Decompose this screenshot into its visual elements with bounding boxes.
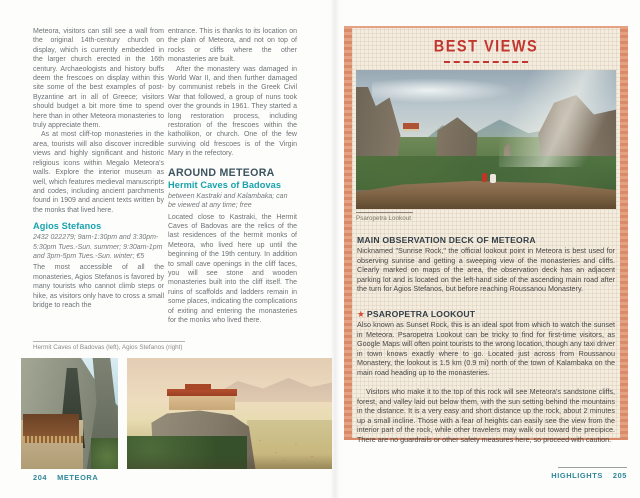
monastery-walls <box>169 394 235 410</box>
hermit-caves-photo <box>21 358 118 469</box>
body-paragraph: entrance. This is thanks to its location on the plain of Meteora, and not on top of rocks or cliffs where the other monasteries are built. <box>168 28 297 64</box>
listing-info: 2432 022279; 9am-1:30pm and 3:30pm-5:30pm Tues.-Sun. summer; 9:30am-1pm and 3pm-5pm Tues.-Sun. winter; €5 <box>33 234 163 260</box>
chapter-label: METEORA <box>57 473 99 482</box>
left-page-column-1 <box>33 27 164 310</box>
body-paragraph: Visitors who make it to the top of this rock will see Meteora's sandstone cliffs, forest, and valley laid out below them, with the sun setting behind the mountains in the distance. It is a very easy and short distance up the rock, about 2 minutes up a small incline. Those with a fear of heights can easily see the view from the interior part of the rock, while other travelers may walk out toward the precipice. There are no guardrails or other safety measures here, so proceed with caution. <box>357 387 615 444</box>
foreground-shadow <box>127 454 332 469</box>
heading-main-observation-deck: MAIN OBSERVATION DECK OF METEORA <box>357 235 536 245</box>
seated-person-red <box>482 173 487 182</box>
body-paragraph: As at most cliff-top monasteries in the area, tourists will also discover incredible views and highly significant and historic religious icons within Megalo Meteora's walls. Explore the interior museum as well, which features medieval manuscripts and codes, including ancient parchments found in 1909 and ancient texts written by the monks that lived here. <box>33 131 164 214</box>
caption-rule <box>356 212 413 213</box>
psaropetra-lookout-photo <box>356 70 616 209</box>
heading-around-meteora: AROUND METEORA <box>168 166 275 179</box>
monastery-roof <box>167 389 237 396</box>
body-paragraph: Meteora, visitors can still see a wall from the original 14th-century church on display, which is currently embedded in the larger church erected in the 16th century. Archaeologists and history buffs deem the frescoes on display within this site some of the best examples of post-Byzantine art in all of Greece; visitors should budget a bit more time to spend here than in other Meteora monasteries to truly appreciate them. <box>33 28 164 130</box>
body-paragraph: Also known as Sunset Rock, this is an ideal spot from which to watch the sunset in Meteora. Psaropetra Lookout can be tricky to find for first-time visitors, as Google Maps will often point tourists to the wrong location, though any taxi driver in town knows exactly where to go. Located just across from Roussanou Monastery, the lookout is 1.5 km (0.9 mi) north of the town of Kalambaka on the main road heading up to the monasteries. <box>357 320 615 377</box>
clouds <box>372 78 515 103</box>
page-number: 204 <box>33 473 48 482</box>
wooden-railing <box>23 436 83 443</box>
roussanou-monastery <box>403 123 419 129</box>
heading-psaropetra-lookout <box>357 309 615 320</box>
best-views-feature-box <box>344 26 628 444</box>
photo-caption: Psaropetra Lookout <box>356 215 411 222</box>
photo-caption-block <box>33 341 293 352</box>
heading-text: PSAROPETRA LOOKOUT <box>366 309 476 319</box>
caption-rule <box>33 341 185 342</box>
page-number: 205 <box>612 471 627 480</box>
vegetation <box>91 438 118 469</box>
footer-rule <box>558 467 627 468</box>
body-paragraph: Nicknamed "Sunrise Rock," the official lookout point in Meteora is best used for observing sunrise and getting a sweeping view of the monasteries and cliffs. Clearly marked on maps of the area, the observation deck has an adjacent parking lot and is located on the left-hand side of the ascending main road after the turn for Agios Stefanos, but before reaching Roussanou Monastery. <box>357 246 615 294</box>
body-paragraph: After the monastery was damaged in World War II, and then further damaged by communist rebels in the Greek Civil War that followed, a group of nuns took over the grounds in 1961. They started a long restoration process, including restoration of the frescoes within the katholikon, or church. One of the few surviving old frescoes is of the Virgin Mary in the refectory. <box>168 65 297 158</box>
agios-stefanos-photo <box>127 358 332 469</box>
monastery-roof-upper <box>185 384 211 390</box>
body-paragraph: The most accessible of all the monasteries, Agios Stefanos is favored by many tourists who cannot climb steps or hike, as visitors only have to cross a small bridge to reach the <box>33 264 164 309</box>
seated-person-white <box>490 174 496 183</box>
heading-hermit-caves: Hermit Caves of Badovas <box>168 179 282 190</box>
star-icon: ★ <box>357 309 365 319</box>
left-page-footer <box>33 473 98 482</box>
chapter-label: HIGHLIGHTS <box>551 471 603 480</box>
left-page-column-2 <box>168 27 297 325</box>
heading-agios-stefanos: Agios Stefanos <box>33 221 102 232</box>
body-paragraph: Located close to Kastraki, the Hermit Caves of Badovas are the relics of the last residences of the hermit monks of Meteora, who lived here up until the beginning of the 19th century. In addition to small cave openings in the cliff faces, you will see stone and wooden monasteries built into the cliff itself. The ruins of scaffolds and ladders remain in some places, indicating the complications of exiting and entering the monasteries for the monks who lived there. <box>168 213 297 324</box>
title-dashed-rule <box>444 61 528 63</box>
feature-box-interior <box>352 28 620 444</box>
box-title: BEST VIEWS <box>433 37 539 57</box>
right-page-footer <box>551 467 627 480</box>
photo-caption: Hermit Caves of Badovas (left), Agios Stefanos (right) <box>33 344 183 351</box>
listing-info: between Kastraki and Kalambaka; can be viewed at any time; free <box>168 192 288 210</box>
sun-rays <box>499 70 616 167</box>
